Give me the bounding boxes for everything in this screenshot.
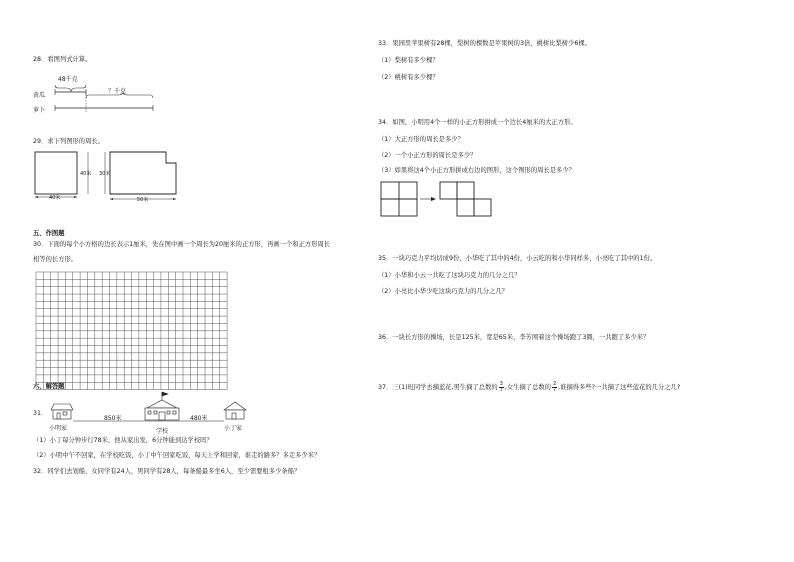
q28-row-radish: 萝卜 <box>33 107 46 114</box>
q28-row-cucumber: 黄瓜 <box>33 92 46 99</box>
q28-title: 28．看图列式计算。 <box>33 56 92 63</box>
q37-text <box>378 382 680 393</box>
q37-middle: ,女生摘了总数的 <box>504 383 551 391</box>
q28-label-48: 48千克 <box>58 76 78 83</box>
q31-number: 31． <box>33 410 48 417</box>
q31-part2: （2）小明中午不回家，在学校吃饭，小丁中午回家吃饭，每天上学和回家，谁走的路多？多走多少米？ <box>33 452 321 459</box>
q30-line1: 30．下面的每个小方格的边长表示1厘米，先在图中画一个周长为20厘米的正方形，再画一个和正方形周长 <box>33 241 331 248</box>
q34-part3: （3）如果将这4个小正方形拼成右边的图形，这个图形的周长是多少？ <box>378 167 575 174</box>
q35-part2: （2）小亮比小华少吃这块巧克力的几分之几？ <box>378 288 508 295</box>
q34-part1: （1）大正方形的周长是多少？ <box>378 136 464 143</box>
q29-title: 29．求下列图形的周长。 <box>33 138 104 145</box>
q35-text: 35．一块巧克力平均切成9份，小华吃了其中的4份，小云吃的和小华同样多，小亮吃了其中的1份。 <box>378 255 657 262</box>
section-6-heading: 六、解答题 <box>33 383 65 390</box>
q30-line2: 相等的长方形。 <box>33 256 78 263</box>
arrow-right-icon <box>420 197 436 201</box>
q29-figure-bottom: 50米 <box>137 197 149 203</box>
q34-part2: （2）一个小正方形的周长是多少？ <box>378 152 477 159</box>
q31-home2: 小丁家 <box>224 425 243 432</box>
q31-dist2: 480米 <box>190 415 208 422</box>
house-icon <box>51 404 73 419</box>
q37-before: 37．三(1)班同学去摘蓝花,男生摘了总数的 <box>378 383 498 391</box>
q29-figure-side: 30米 <box>99 171 111 177</box>
q32-text: 32．同学们去划船，女同学有24人，男同学有28人，每条船最多坐6人，至少需要租多少条船？ <box>33 468 301 475</box>
q37-fraction-girls: 2 7 <box>552 381 557 393</box>
q33-part2: （2）桃树有多少棵？ <box>378 74 439 81</box>
q37-fraction-boys: 3 7 <box>499 381 503 393</box>
q33-part1: （1）梨树有多少棵？ <box>378 57 439 64</box>
q31-school: 学校 <box>156 428 169 435</box>
q34-squares-figure <box>0 0 520 230</box>
q28-label-unknown: ？千克 <box>108 88 127 95</box>
q29-square-bottom: 40米 <box>49 195 61 201</box>
section-5-heading: 五、作图题 <box>33 230 65 237</box>
q29-square-side: 40米 <box>80 171 92 177</box>
school-icon <box>145 392 179 420</box>
q31-part1: （1）小丁每分钟步行78米，他从家出发，6分钟能到达学校吗？ <box>33 437 213 444</box>
q34-text: 34．如图，小明用4个一样的小正方形拼成一个边长4厘米的大正方形。 <box>378 119 577 126</box>
q31-home1: 小明家 <box>49 425 68 432</box>
q31-dist1: 850米 <box>104 415 122 422</box>
q36-text: 36．一块长方形的操场，长是125米，宽是65米，李芳围着这个操场跑了3圈，一共跑了多少米？ <box>378 334 650 341</box>
q35-part1: （1）小华和小云一共吃了这块巧克力的几分之几？ <box>378 272 521 279</box>
q33-text: 33．果园里苹果树有28棵，梨树的棵数是苹果树的3倍，桃树比梨树少6棵。 <box>378 40 591 47</box>
q37-after: ,谁摘得多些?一共摘了这些蓝花的几分之几? <box>558 383 681 391</box>
house-icon <box>224 402 246 419</box>
